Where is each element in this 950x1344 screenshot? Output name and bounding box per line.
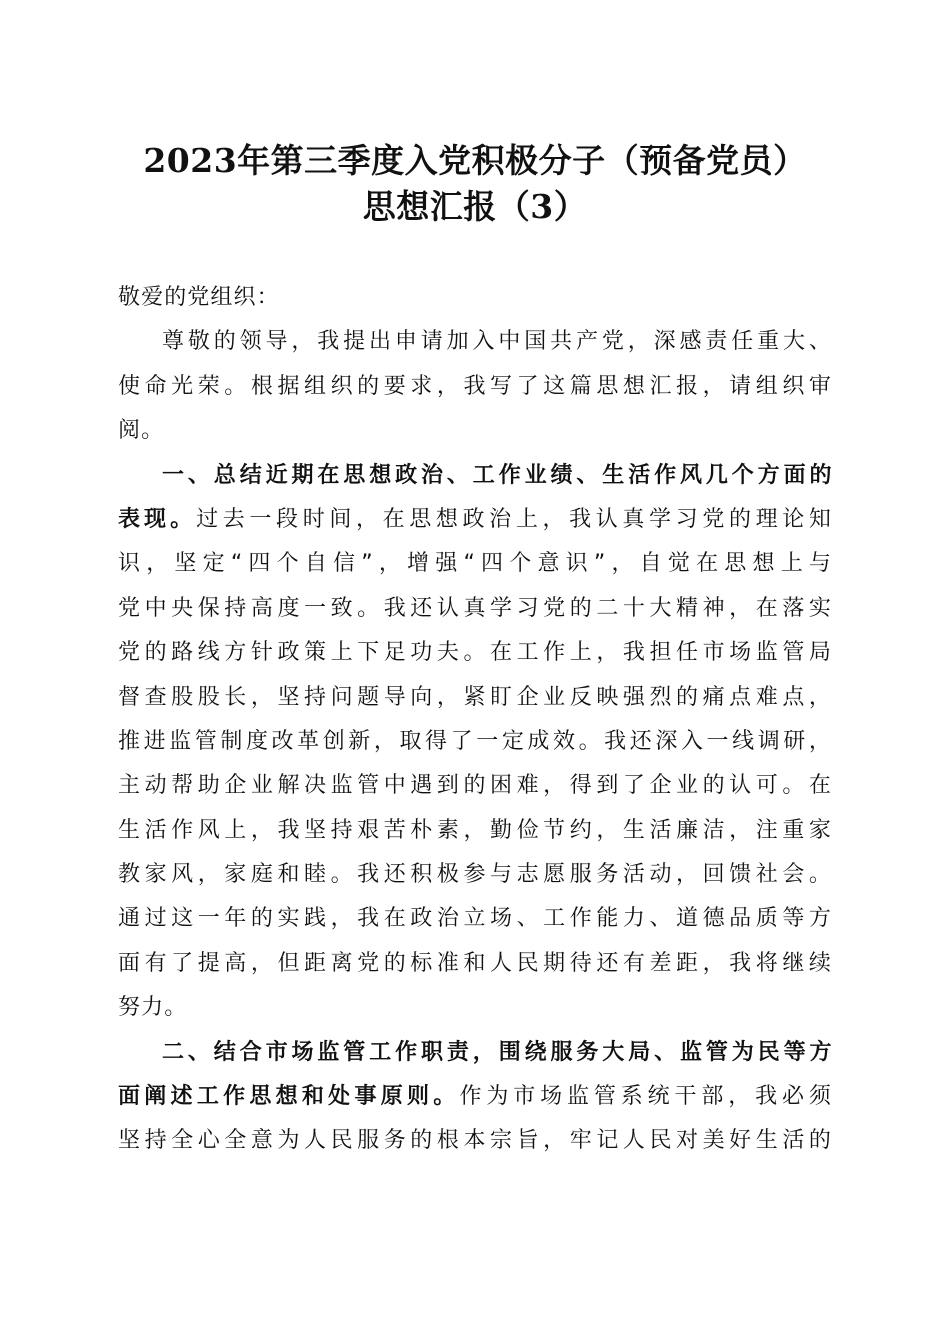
intro-line: 阅。 bbox=[118, 418, 165, 444]
section-1-text: 过去一段时间，在思想政治上，我认真学习党的理论知 bbox=[196, 506, 832, 532]
section-1-heading-continuation bbox=[118, 498, 832, 542]
section-1-line: 主动帮助企业解决监管中遇到的困难，得到了企业的认可。在 bbox=[118, 773, 832, 799]
section-1-heading: 一、总结近期在思想政治、工作业绩、生活作风几个方面的 bbox=[162, 462, 832, 488]
document-title-line-1: 2023年第三季度入党积极分子（预备党员） bbox=[143, 141, 807, 180]
section-1-line: 党中央保持高度一致。我还认真学习党的二十大精神，在落实 bbox=[118, 595, 832, 621]
section-1-line: 努力。 bbox=[118, 995, 188, 1021]
section-1-line: 党的路线方针政策上下足功夫。在工作上，我担任市场监管局 bbox=[118, 640, 832, 666]
salutation: 敬爱的党组织： bbox=[118, 285, 280, 310]
document-body bbox=[118, 276, 832, 1164]
section-2-text: 作为市场监管系统干部，我必须 bbox=[459, 1084, 832, 1110]
section-2-heading: 二、结合市场监管工作职责，围绕服务大局、监管为民等方 bbox=[162, 1039, 832, 1065]
section-2-heading-continuation bbox=[118, 1075, 832, 1119]
section-2-heading-end: 面阐述工作思想和处事原则。 bbox=[118, 1084, 460, 1110]
section-2-line: 坚持全心全意为人民服务的根本宗旨，牢记人民对美好生活的 bbox=[118, 1128, 832, 1154]
document-title-line-2: 思想汇报（3） bbox=[362, 187, 588, 226]
intro-line: 使命光荣。根据组织的要求，我写了这篇思想汇报，请组织审 bbox=[118, 373, 832, 399]
section-1-heading-end: 表现。 bbox=[118, 506, 197, 532]
section-1-line: 推进监管制度改革创新，取得了一定成效。我还深入一线调研， bbox=[118, 728, 832, 754]
section-1-line: 通过这一年的实践，我在政治立场、工作能力、道德品质等方 bbox=[118, 906, 832, 932]
section-1-line: 识，坚定“四个自信”，增强“四个意识”，自觉在思想上与 bbox=[118, 551, 832, 577]
intro-line: 尊敬的领导，我提出申请加入中国共产党，深感责任重大、 bbox=[162, 329, 832, 355]
section-1-line: 生活作风上，我坚持艰苦朴素，勤俭节约，生活廉洁，注重家 bbox=[118, 817, 832, 843]
section-1-line: 面有了提高，但距离党的标准和人民期待还有差距，我将继续 bbox=[118, 950, 832, 976]
section-1-line: 教家风，家庭和睦。我还积极参与志愿服务活动，回馈社会。 bbox=[118, 862, 832, 888]
section-1-line: 督查股股长，坚持问题导向，紧盯企业反映强烈的痛点难点， bbox=[118, 684, 832, 710]
